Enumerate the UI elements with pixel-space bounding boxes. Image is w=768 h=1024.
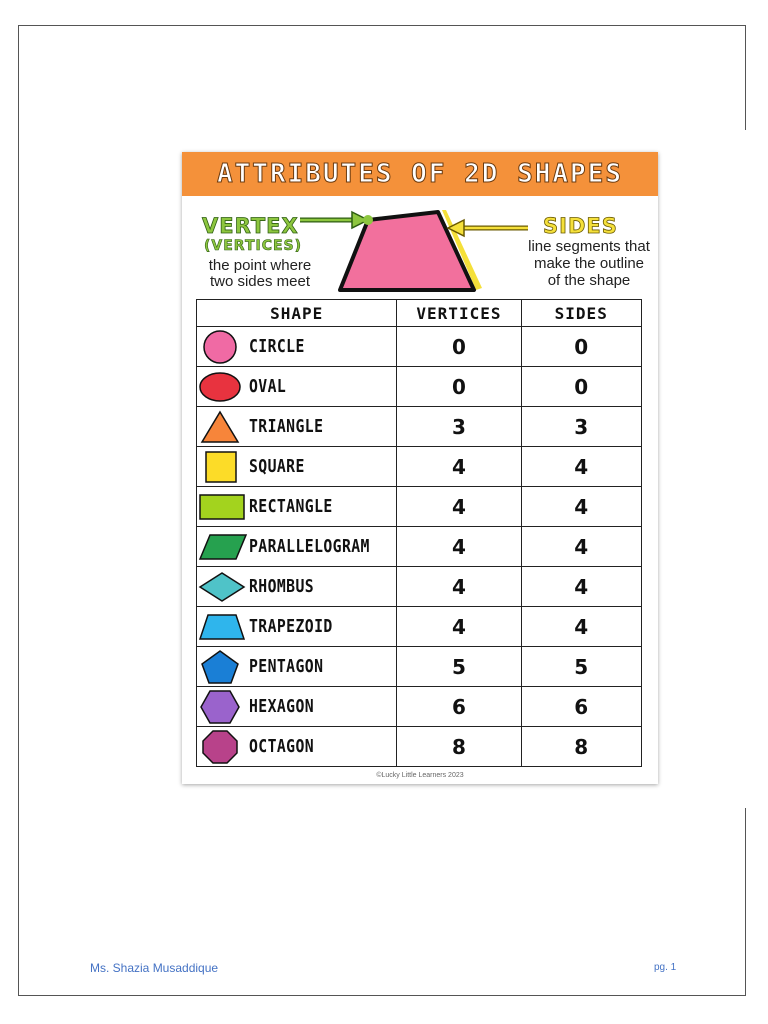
table-row: [197, 487, 642, 527]
shape-cell: [197, 327, 397, 367]
vertices-count: 0: [397, 367, 521, 407]
sides-count: 4: [521, 607, 642, 647]
shape-name: PENTAGON: [249, 656, 324, 677]
shape-name: TRIANGLE: [249, 416, 324, 437]
sides-count: 3: [521, 407, 642, 447]
page-border-right-bottom: [745, 808, 746, 996]
octagon-icon: [197, 727, 249, 766]
sides-count: 4: [521, 487, 642, 527]
vertices-count: 5: [397, 647, 521, 687]
sides-count: 4: [521, 567, 642, 607]
table-row: [197, 527, 642, 567]
rhombus-icon: [197, 567, 249, 606]
page-border-right-top: [745, 25, 746, 130]
page-border-left: [18, 25, 19, 996]
parallelogram-icon: [197, 527, 249, 566]
shape-cell: [197, 527, 397, 567]
table-row: [197, 327, 642, 367]
shape-name: SQUARE: [249, 456, 305, 477]
shape-cell: [197, 727, 397, 767]
shape-name: OVAL: [249, 376, 287, 397]
shape-cell: [197, 407, 397, 447]
vertices-count: 4: [397, 447, 521, 487]
shape-name: PARALLELOGRAM: [249, 536, 370, 557]
table-body: [197, 327, 642, 767]
shape-name: TRAPEZOID: [249, 616, 333, 637]
circle-icon: [197, 327, 249, 366]
table-row: [197, 567, 642, 607]
sides-count: 5: [521, 647, 642, 687]
shape-cell: [197, 607, 397, 647]
table-row: [197, 647, 642, 687]
vertex-description: the point where two sides meet: [208, 257, 312, 290]
trapezoid-diagram: [292, 204, 532, 296]
table-row: [197, 447, 642, 487]
table-row: [197, 727, 642, 767]
sides-count: 6: [521, 687, 642, 727]
hexagon-icon: [197, 687, 249, 726]
shape-cell: [197, 487, 397, 527]
rectangle-icon: [197, 487, 249, 526]
vertices-count: 4: [397, 487, 521, 527]
triangle-icon: [197, 407, 249, 446]
sides-count: 0: [521, 327, 642, 367]
shape-cell: [197, 447, 397, 487]
oval-icon: [197, 367, 249, 406]
pentagon-icon: [197, 647, 249, 686]
sides-count: 0: [521, 367, 642, 407]
shape-cell: [197, 567, 397, 607]
table-row: [197, 607, 642, 647]
header-shape: SHAPE: [197, 300, 397, 327]
shape-cell: [197, 687, 397, 727]
poster-title: ATTRIBUTES OF 2D SHAPES: [216, 159, 624, 189]
shape-cell: [197, 367, 397, 407]
vertex-title: VERTEX: [202, 214, 299, 238]
vertex-dot: [363, 215, 373, 225]
shapes-poster: [182, 152, 658, 784]
shape-name: CIRCLE: [249, 336, 305, 357]
sides-count: 8: [521, 727, 642, 767]
shapes-table: [196, 299, 642, 767]
shape-name: RHOMBUS: [249, 576, 315, 597]
vertices-count: 6: [397, 687, 521, 727]
vertices-count: 0: [397, 327, 521, 367]
square-icon: [197, 447, 249, 486]
shape-name: HEXAGON: [249, 696, 315, 717]
page-border-top: [18, 25, 746, 26]
table-row: [197, 407, 642, 447]
trapezoid-icon: [197, 607, 249, 646]
sides-description: line segments that make the outline of the shape: [528, 238, 650, 289]
sides-title: SIDES: [543, 214, 618, 238]
shape-name: OCTAGON: [249, 736, 315, 757]
table-row: [197, 687, 642, 727]
vertices-count: 4: [397, 567, 521, 607]
sides-count: 4: [521, 447, 642, 487]
sides-count: 4: [521, 527, 642, 567]
shape-cell: [197, 647, 397, 687]
shape-name: RECTANGLE: [249, 496, 333, 517]
footer-author: Ms. Shazia Musaddique: [90, 961, 219, 975]
page-border-bottom: [18, 995, 746, 996]
vertices-count: 4: [397, 527, 521, 567]
header-vertices: VERTICES: [397, 300, 521, 327]
table-header-row: [197, 300, 642, 327]
vertices-count: 4: [397, 607, 521, 647]
vertices-count: 3: [397, 407, 521, 447]
table-row: [197, 367, 642, 407]
vertices-count: 8: [397, 727, 521, 767]
copyright-text: ©Lucky Little Learners 2023: [376, 772, 464, 779]
vertex-subtitle: (VERTICES): [204, 238, 303, 254]
poster-banner: [182, 152, 658, 196]
header-sides: SIDES: [521, 300, 642, 327]
footer-page-number: pg. 1: [654, 962, 677, 973]
